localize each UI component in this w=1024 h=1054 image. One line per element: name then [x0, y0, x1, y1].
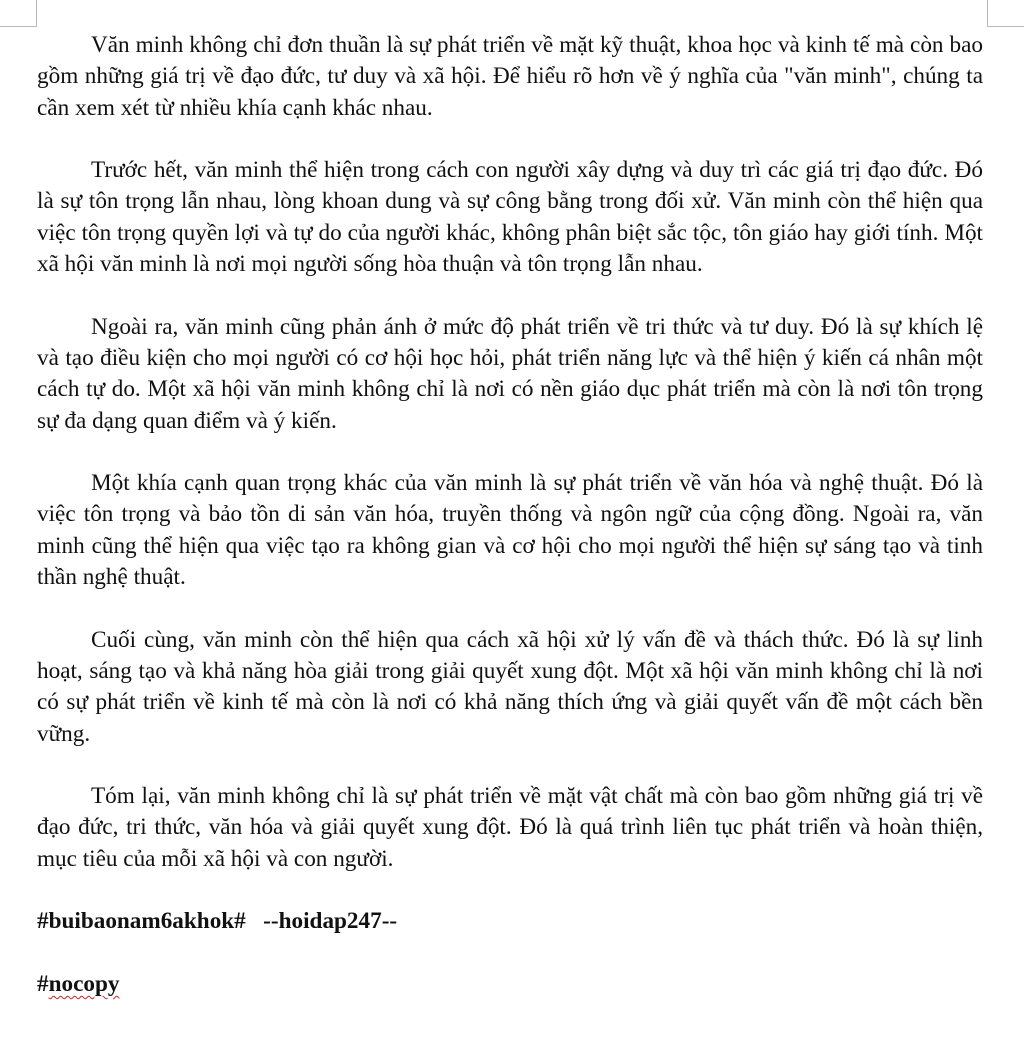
paragraph-conclusion: Tóm lại, văn minh không chỉ là sự phát triển về mặt vật chất mà còn bao gồm những giá trị về đạo đức, tri thức, văn hóa và giải quyết xung đột. Đó là quá trình liên tục phát triển và hoàn thiện, mục tiêu của mỗi xã hội và con người.	[37, 783, 983, 872]
page-corner-mark-right	[987, 0, 1024, 27]
paragraph-problem-solving: Cuối cùng, văn minh còn thể hiện qua cách xã hội xử lý vấn đề và thách thức. Đó là sự linh hoạt, sáng tạo và khả năng hòa giải trong giải quyết xung đột. Một xã hội văn minh không chỉ là nơi có sự phát triển về kinh tế mà còn là nơi có khả năng thích ứng và giải quyết vấn đề một cách bền vững.	[37, 626, 983, 747]
paragraph-culture: Một khía cạnh quan trọng khác của văn minh là sự phát triển về văn hóa và nghệ thuật. Đó là việc tôn trọng và bảo tồn di sản văn hóa, truyền thống và ngôn ngữ của cộng đồng. Ngoài ra, văn minh cũng thể hiện qua việc tạo ra không gian và cơ hội cho mọi người thể hiện sự sáng tạo và tinh thần nghệ thuật.	[37, 470, 983, 591]
page-corner-mark-left	[0, 0, 37, 27]
paragraph-intro: Văn minh không chỉ đơn thuần là sự phát triển về mặt kỹ thuật, khoa học và kinh tế mà còn bao gồm những giá trị về đạo đức, tư duy và xã hội. Để hiểu rõ hơn về ý nghĩa của "văn minh", chúng ta cần xem xét từ nhiều khía cạnh khác nhau.	[37, 32, 983, 121]
nocopy-hash: #	[37, 970, 49, 997]
paragraph-ethics: Trước hết, văn minh thể hiện trong cách con người xây dựng và duy trì các giá trị đạo đức. Đó là sự tôn trọng lẫn nhau, lòng khoan dung và sự công bằng trong đối xử. Văn minh còn thể hiện qua việc tôn trọng quyền lợi và tự do của người khác, không phân biệt sắc tộc, tôn giáo hay giới tính. Một xã hội văn minh là nơi mọi người sống hòa thuận và tôn trọng lẫn nhau.	[37, 157, 983, 278]
document-body	[37, 30, 983, 1000]
signature-line: #buibaonam6akhok# --hoidap247--	[37, 908, 398, 935]
nocopy-line	[37, 969, 983, 1000]
nocopy-word: nocopy	[48, 970, 120, 997]
paragraph-knowledge: Ngoài ra, văn minh cũng phản ánh ở mức độ phát triển về tri thức và tư duy. Đó là sự khích lệ và tạo điều kiện cho mọi người có cơ hội học hỏi, phát triển năng lực và thể hiện ý kiến cá nhân một cách tự do. Một xã hội văn minh không chỉ là nơi có nền giáo dục phát triển mà còn là nơi tôn trọng sự đa dạng quan điểm và ý kiến.	[37, 313, 983, 434]
